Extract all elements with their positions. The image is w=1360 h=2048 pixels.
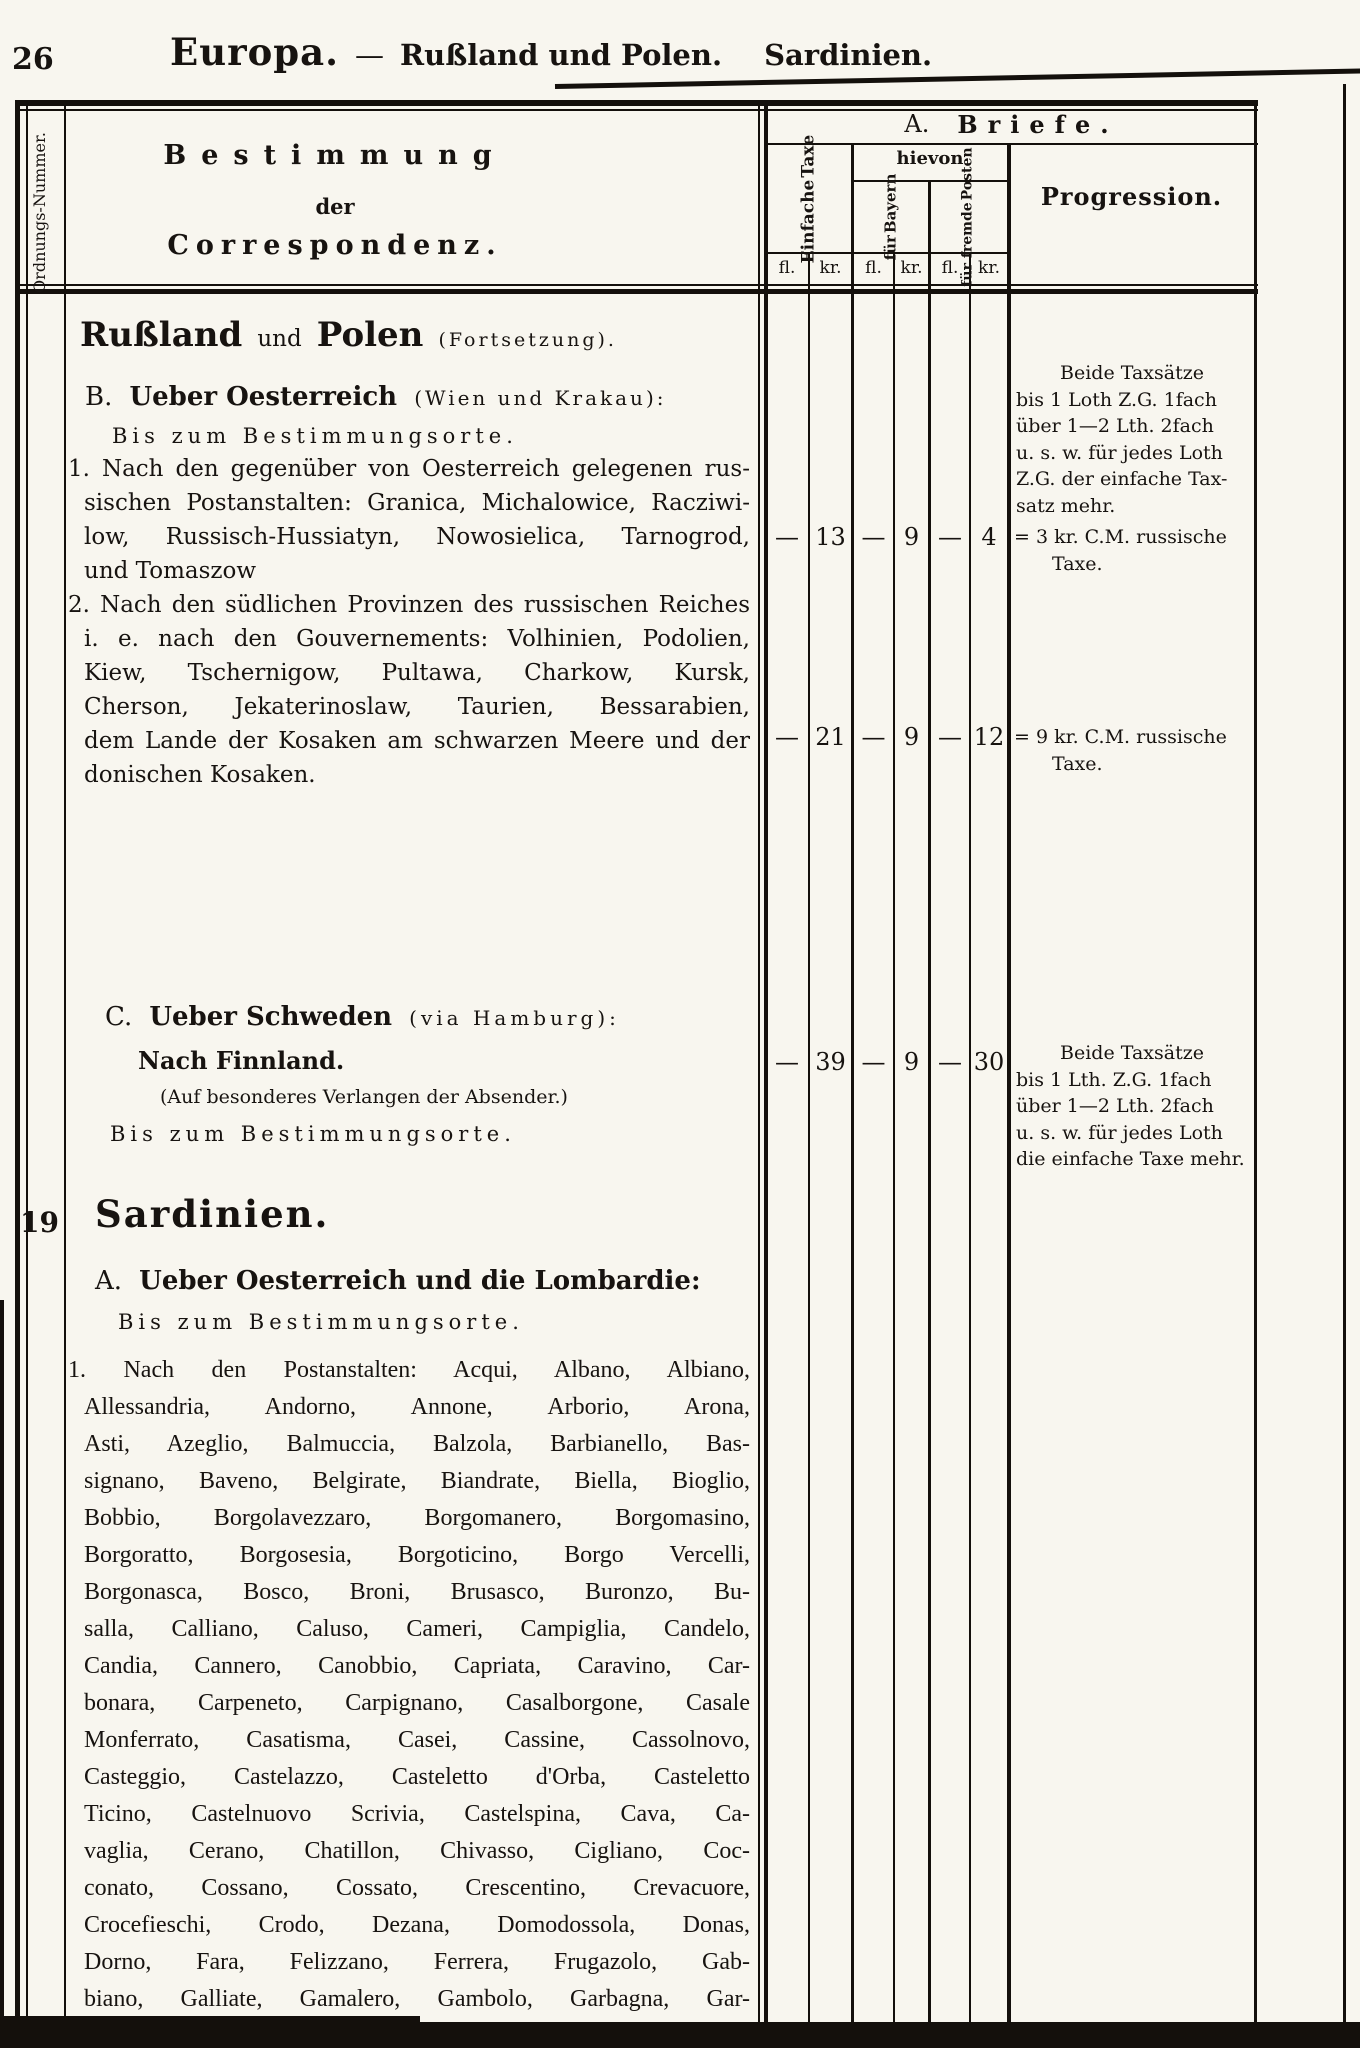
bestimmung-header-line2: der — [315, 194, 355, 219]
bestimmung-header-line3: Correspondenz. — [167, 230, 503, 261]
note4-line: die einfache Taxe mehr. — [1016, 1148, 1245, 1170]
row3-fremde-kr: 30 — [973, 1048, 1005, 1076]
left-border-thick — [15, 100, 20, 2024]
list-line: biano, Galliate, Gamalero, Gambolo, Garbagna, Gar- — [84, 1986, 750, 2012]
note3-line: Taxe. — [1052, 752, 1103, 775]
list-line: Allessandria, Andorno, Annone, Arborio, Arona, — [84, 1394, 750, 1420]
list-line: signano, Baveno, Belgirate, Biandrate, Biella, Bioglio, — [84, 1468, 750, 1494]
hievon-header: hievon — [896, 148, 964, 169]
page-number: 26 — [12, 42, 54, 77]
list-line: Candia, Cannero, Canobbio, Capriata, Caravino, Car- — [84, 1653, 750, 1679]
note2-line: = 3 kr. C.M. russische — [1014, 526, 1227, 548]
list-line: vaglia, Cerano, Chatillon, Chivasso, Cigliano, Coc- — [84, 1838, 750, 1864]
bayern-fremde-divider — [928, 182, 931, 2024]
unit-cell-kr-3: kr. — [978, 258, 1000, 278]
briefe-header-letter: A. — [904, 110, 930, 138]
item2-line: i. e. nach den Gouvernements: Volhinien, Podolien, — [84, 626, 750, 652]
item1-line: 1. Nach den gegenüber von Oesterreich gelegenen rus- — [68, 456, 750, 482]
note1-line: Z.G. der einfache Tax- — [1016, 468, 1228, 490]
section-b-label: B. — [85, 382, 113, 412]
unit-cell-fl-3: fl. — [941, 258, 959, 278]
section-c-verlangen: (Auf besonderes Verlangen der Absender.) — [160, 1086, 568, 1108]
row2-fremde-kr: 12 — [973, 723, 1005, 751]
scan-left-edge-mark — [0, 1300, 4, 2048]
note4-line: bis 1 Lth. Z.G. 1fach — [1016, 1068, 1212, 1091]
fremde-progression-divider — [1007, 145, 1011, 2024]
heading-und: und — [257, 326, 302, 352]
progression-note-1 — [1016, 360, 1248, 519]
section-c-label: C. — [105, 1002, 133, 1032]
sardinien-a-label: A. — [95, 1266, 123, 1296]
einfache-taxe-column-header: Einfache Taxe — [798, 134, 819, 264]
row3-bayern-fl: — — [861, 1048, 886, 1076]
item1-line: sischen Postanstalten: Granica, Michalowice, Racziwi- — [84, 490, 750, 516]
item2-line: 2. Nach den südlichen Provinzen des russischen Reiches — [68, 592, 750, 618]
sardinien-a-heading — [95, 1266, 701, 1296]
row2-fremde-fl: — — [938, 723, 962, 751]
running-head-country: Rußland und Polen. — [400, 38, 723, 72]
note1-line: u. s. w. für jedes Loth — [1016, 441, 1223, 464]
sardinien-heading: Sardinien. — [95, 1192, 330, 1236]
row3-einfache-kr: 39 — [815, 1048, 846, 1076]
left-border-thin — [26, 100, 28, 2024]
row1-fremde-fl: — — [938, 523, 962, 551]
section-b-title: Ueber Oesterreich — [129, 382, 398, 412]
item2-line: Kiew, Tschernigow, Pultawa, Charkow, Kursk, — [84, 660, 750, 686]
row1-einfache-kr: 13 — [815, 523, 846, 551]
ordnungs-column-header: Ordnungs-Nummer. — [29, 131, 49, 293]
header-bottom-rule-thin — [15, 284, 1258, 286]
note3-line: = 9 kr. C.M. russische — [1014, 726, 1227, 748]
list-line: Asti, Azeglio, Balmuccia, Balzola, Barbianello, Bas- — [84, 1431, 750, 1457]
einfache-bayern-divider — [851, 145, 854, 2024]
section-c-heading — [105, 1002, 620, 1032]
briefe-header-word: Briefe. — [957, 109, 1119, 139]
scan-bottom-bar — [0, 2022, 1360, 2048]
unit-cell-fl-1: fl. — [778, 258, 796, 278]
bestimmung-header-line1: Bestimmung — [163, 140, 507, 171]
list-line: Casteggio, Castelazzo, Casteletto d'Orba, Casteletto — [84, 1764, 750, 1790]
list-line: Bobbio, Borgolavezzaro, Borgomanero, Borgomasino, — [84, 1505, 750, 1531]
list-line: bonara, Carpeneto, Carpignano, Casalborgone, Casale — [84, 1690, 750, 1716]
row3-einfache-fl: — — [775, 1048, 799, 1076]
list-line: Dorno, Fara, Felizzano, Ferrera, Frugazolo, Gab- — [84, 1949, 750, 1975]
list-line: 1. Nach den Postanstalten: Acqui, Albano, Albiano, — [68, 1357, 750, 1383]
progression-note-2 — [1014, 524, 1254, 577]
list-line: conato, Cossano, Cossato, Crescentino, Crevacuore, — [84, 1875, 750, 1901]
sardinien-post-offices-list — [68, 1352, 750, 2018]
note1-line: Beide Taxsätze — [1060, 362, 1204, 384]
sardinien-ordnungs-nummer: 19 — [20, 1206, 59, 1239]
list-line: Borgoratto, Borgosesia, Borgoticino, Borgo Vercelli, — [84, 1542, 750, 1568]
item1-line: low, Russisch-Hussiatyn, Nowosielica, Tarnogrod, — [84, 524, 750, 550]
header-bottom-rule-thick — [15, 289, 1258, 294]
bayern-flkr-divider — [893, 252, 895, 2024]
row2-bayern-kr: 9 — [903, 723, 920, 751]
section-b-heading — [85, 382, 666, 412]
list-line: Ticino, Castelnuovo Scrivia, Castelspina, Cava, Ca- — [84, 1801, 750, 1827]
sardinien-a-destination: Bis zum Bestimmungsorte. — [118, 1310, 524, 1334]
running-head-dash: — — [355, 38, 385, 72]
russland-item-2 — [68, 588, 750, 792]
progression-note-3 — [1014, 724, 1254, 777]
heading-polen: Polen — [316, 315, 424, 355]
row1-bayern-kr: 9 — [903, 523, 920, 551]
list-line: Crocefieschi, Crodo, Dezana, Domodossola, Donas, — [84, 1912, 750, 1938]
note4-line: über 1—2 Lth. 2fach — [1016, 1095, 1214, 1117]
note1-line: über 1—2 Lth. 2fach — [1016, 415, 1214, 437]
einfache-flkr-divider — [808, 252, 810, 2024]
row2-bayern-fl: — — [861, 723, 886, 751]
section-c-paren: (via Hamburg): — [409, 1006, 620, 1030]
note1-line: bis 1 Loth Z.G. 1fach — [1016, 388, 1217, 411]
unit-cell-kr-2: kr. — [900, 258, 923, 278]
section-c-destination: Bis zum Bestimmungsorte. — [110, 1122, 516, 1146]
row2-einfache-fl: — — [775, 723, 799, 751]
list-line: Monferrato, Casatisma, Casei, Cassine, Cassolnovo, — [84, 1727, 750, 1753]
ordnungs-divider — [64, 100, 66, 2024]
progression-column-header: Progression. — [1040, 182, 1223, 211]
scan-right-edge-line — [1343, 84, 1346, 2024]
fuer-bayern-column-header: für Bayern — [881, 173, 900, 261]
russland-item-1 — [68, 452, 750, 588]
note2-line: Taxe. — [1052, 552, 1103, 575]
note1-line: satz mehr. — [1016, 494, 1116, 517]
russland-polen-heading — [80, 315, 617, 355]
row1-bayern-fl: — — [861, 523, 886, 551]
briefe-header — [765, 106, 1258, 142]
section-c-finnland: Nach Finnland. — [138, 1046, 345, 1075]
section-c-title: Ueber Schweden — [149, 1002, 393, 1032]
sardinien-a-title: Ueber Oesterreich und die Lombardie: — [139, 1266, 701, 1296]
item2-line: dem Lande der Kosaken am schwarzen Meere und der — [84, 728, 750, 754]
row1-einfache-fl: — — [775, 523, 799, 551]
item1-line: und Tomaszow — [84, 558, 257, 584]
row2-einfache-kr: 21 — [815, 723, 846, 751]
right-border — [1254, 100, 1257, 2024]
taxcols-divider-thin — [758, 100, 760, 2024]
heading-fortsetzung: (Fortsetzung). — [438, 329, 617, 351]
progression-note-4 — [1016, 1040, 1248, 1173]
list-line: Borgonasca, Bosco, Broni, Brusasco, Buronzo, Bu- — [84, 1579, 750, 1605]
note4-line: u. s. w. für jedes Loth — [1016, 1121, 1223, 1144]
heading-russland: Rußland — [80, 315, 243, 355]
item2-line: donischen Kosaken. — [84, 762, 316, 788]
running-head — [170, 30, 932, 74]
briefe-bottom-rule — [765, 143, 1258, 145]
row3-fremde-fl: — — [938, 1048, 962, 1076]
section-b-paren: (Wien und Krakau): — [414, 386, 667, 410]
row3-bayern-kr: 9 — [903, 1048, 920, 1076]
note4-line: Beide Taxsätze — [1060, 1042, 1204, 1064]
fuer-fremde-posten-column-header: für fremde Posten — [960, 147, 976, 287]
unit-cell-fl-2: fl. — [865, 258, 882, 278]
fremde-flkr-divider — [969, 252, 971, 2024]
section-b-destination: Bis zum Bestimmungsorte. — [112, 424, 518, 448]
row1-fremde-kr: 4 — [981, 523, 997, 551]
list-line: salla, Calliano, Caluso, Cameri, Campiglia, Candelo, — [84, 1616, 750, 1642]
running-head-country-2: Sardinien. — [764, 38, 933, 72]
running-head-continent: Europa. — [170, 30, 340, 74]
item2-line: Cherson, Jekaterinoslaw, Taurien, Bessarabien, — [84, 694, 750, 720]
unit-cell-kr-1: kr. — [819, 258, 842, 278]
